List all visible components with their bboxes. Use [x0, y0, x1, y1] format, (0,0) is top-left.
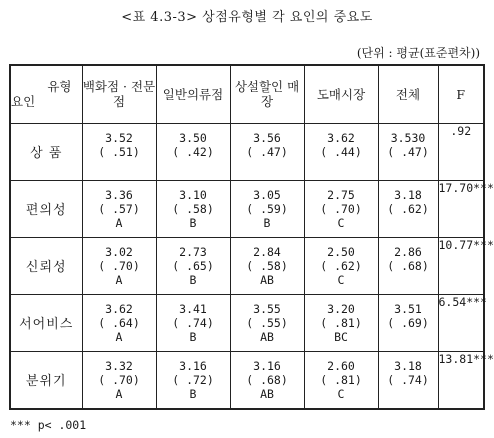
group-label	[379, 216, 438, 230]
row-label: 서어비스	[10, 294, 82, 351]
corner-type-label: 유형	[47, 79, 72, 95]
group-label: B	[263, 215, 271, 230]
mean-value: 3.530	[390, 130, 426, 145]
group-label: C	[337, 272, 345, 287]
sd-value: ( .42)	[172, 144, 214, 159]
mean-value: 3.62	[105, 301, 133, 316]
value-cell	[230, 294, 304, 351]
col-header-department-store: 백화점 · 전문점	[82, 65, 156, 123]
mean-value: 2.50	[327, 244, 355, 259]
group-label: A	[115, 215, 123, 230]
mean-value: 3.02	[105, 244, 133, 259]
group-label: C	[337, 386, 345, 401]
group-label: B	[189, 329, 197, 344]
group-label: C	[337, 215, 345, 230]
sd-value: ( .70)	[98, 372, 140, 387]
group-label	[231, 159, 304, 173]
group-label	[379, 387, 438, 401]
sd-value: ( .68)	[246, 372, 288, 387]
sd-value: ( .72)	[172, 372, 214, 387]
sd-value: ( .62)	[387, 201, 429, 216]
mean-value: 3.55	[253, 301, 281, 316]
group-label: A	[115, 386, 123, 401]
table-row	[10, 180, 484, 237]
table-row	[10, 294, 484, 351]
row-label: 신뢰성	[10, 237, 82, 294]
sd-value: ( .57)	[98, 201, 140, 216]
sd-value: ( .47)	[387, 144, 429, 159]
value-cell	[304, 351, 378, 409]
mean-value: 3.32	[105, 358, 133, 373]
value-cell	[156, 237, 230, 294]
mean-value: 2.86	[394, 244, 422, 259]
value-cell	[378, 294, 438, 351]
mean-value: 3.05	[253, 187, 281, 202]
mean-value: 3.20	[327, 301, 355, 316]
value-cell	[378, 180, 438, 237]
f-statistic: 10.77***	[438, 237, 484, 294]
sd-value: ( .74)	[172, 315, 214, 330]
mean-value: 3.18	[394, 187, 422, 202]
sd-value: ( .68)	[387, 258, 429, 273]
col-header-outlet: 상설할인 매 장	[230, 65, 304, 123]
group-label: B	[189, 215, 197, 230]
mean-value: 3.56	[253, 130, 281, 145]
value-cell	[378, 237, 438, 294]
row-label: 편의성	[10, 180, 82, 237]
importance-table	[9, 64, 494, 410]
value-cell	[230, 180, 304, 237]
value-cell	[82, 123, 156, 180]
group-label: B	[189, 272, 197, 287]
f-statistic: 6.54***	[438, 294, 484, 351]
mean-value: 2.84	[253, 244, 281, 259]
value-cell	[304, 294, 378, 351]
mean-value: 3.16	[179, 358, 207, 373]
sd-value: ( .44)	[320, 144, 362, 159]
f-statistic: 17.70***	[438, 180, 484, 237]
table-row	[10, 123, 484, 180]
group-label	[379, 159, 438, 173]
group-label	[305, 159, 378, 173]
mean-value: 3.52	[105, 130, 133, 145]
value-cell	[304, 237, 378, 294]
row-label: 상 품	[10, 123, 82, 180]
f-statistic: 13.81***	[438, 351, 484, 409]
sd-value: ( .62)	[320, 258, 362, 273]
sd-value: ( .81)	[320, 315, 362, 330]
sd-value: ( .70)	[320, 201, 362, 216]
col-header-wholesale: 도매시장	[304, 65, 378, 123]
value-cell	[230, 351, 304, 409]
value-cell	[82, 237, 156, 294]
sd-value: ( .47)	[246, 144, 288, 159]
table-title: <표 4.3-3> 상점유형별 각 요인의 중요도	[121, 10, 373, 25]
group-label: BC	[334, 329, 348, 344]
table-body	[10, 123, 494, 409]
table-row	[10, 351, 484, 409]
value-cell	[82, 180, 156, 237]
unit-note: (단위 : 평균(표준편차))	[356, 46, 480, 60]
value-cell	[82, 294, 156, 351]
sd-value: ( .65)	[172, 258, 214, 273]
corner-factor-label: 요인	[11, 94, 36, 110]
mean-value: 3.10	[179, 187, 207, 202]
mean-value: 3.18	[394, 358, 422, 373]
value-cell	[378, 351, 438, 409]
group-label	[83, 159, 156, 173]
value-cell	[156, 351, 230, 409]
group-label: A	[115, 329, 123, 344]
col-header-f: F	[438, 65, 484, 123]
sd-value: ( .74)	[387, 372, 429, 387]
mean-value: 3.41	[179, 301, 207, 316]
sd-value: ( .58)	[172, 201, 214, 216]
f-statistic: .92	[438, 123, 484, 180]
mean-value: 2.73	[179, 244, 207, 259]
value-cell	[82, 351, 156, 409]
row-label: 분위기	[10, 351, 82, 409]
sd-value: ( .59)	[246, 201, 288, 216]
footnote: *** p< .001	[10, 418, 87, 432]
sd-value: ( .70)	[98, 258, 140, 273]
group-label	[379, 330, 438, 344]
sd-value: ( .51)	[98, 144, 140, 159]
value-cell	[156, 294, 230, 351]
group-label	[157, 159, 230, 173]
mean-value: 3.36	[105, 187, 133, 202]
header-row	[10, 65, 484, 123]
value-cell	[156, 180, 230, 237]
group-label: AB	[260, 329, 274, 344]
value-cell	[230, 237, 304, 294]
group-label: A	[115, 272, 123, 287]
value-cell	[378, 123, 438, 180]
sd-value: ( .55)	[246, 315, 288, 330]
mean-value: 3.51	[394, 301, 422, 316]
col-header-general-clothing: 일반의류점	[156, 65, 230, 123]
col-header-total: 전체	[378, 65, 438, 123]
value-cell	[304, 123, 378, 180]
group-label: B	[189, 386, 197, 401]
mean-value: 2.60	[327, 358, 355, 373]
value-cell	[156, 123, 230, 180]
sd-value: ( .58)	[246, 258, 288, 273]
table-row	[10, 237, 484, 294]
mean-value: 3.50	[179, 130, 207, 145]
group-label: AB	[260, 272, 274, 287]
corner-header	[10, 65, 82, 123]
mean-value: 2.75	[327, 187, 355, 202]
mean-value: 3.16	[253, 358, 281, 373]
group-label: AB	[260, 386, 274, 401]
sd-value: ( .81)	[320, 372, 362, 387]
sd-value: ( .64)	[98, 315, 140, 330]
sd-value: ( .69)	[387, 315, 429, 330]
mean-value: 3.62	[327, 130, 355, 145]
value-cell	[304, 180, 378, 237]
value-cell	[230, 123, 304, 180]
group-label	[379, 273, 438, 287]
